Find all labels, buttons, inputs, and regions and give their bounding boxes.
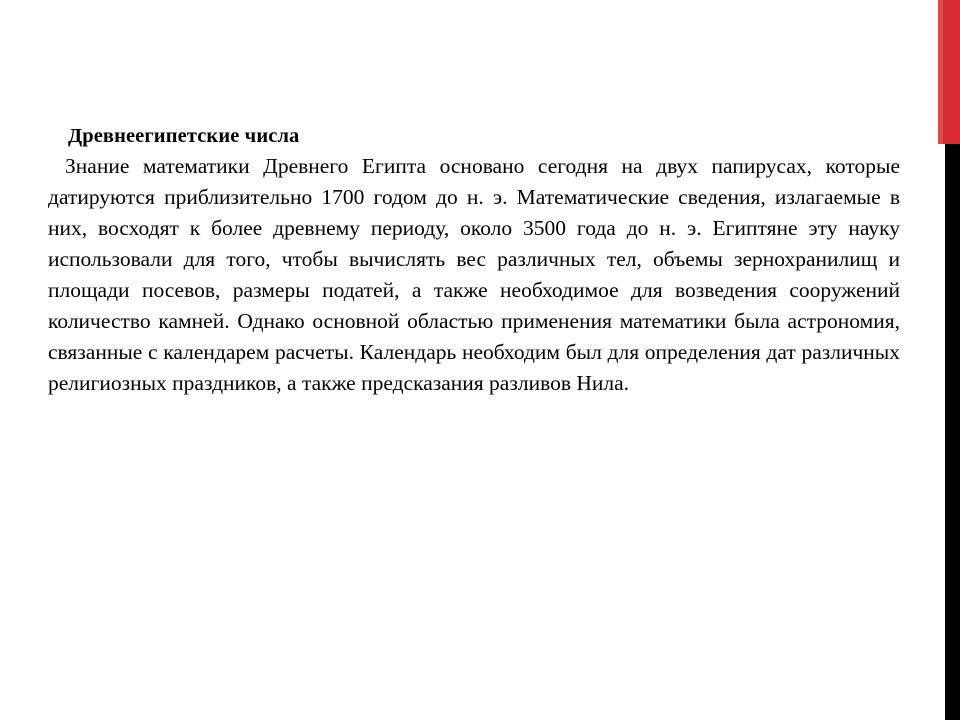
accent-red-block — [943, 0, 960, 144]
slide-body-paragraph: Знание математики Древнего Египта основано сегодня на двух папирусах, которые датируются приблизительно 1700 годом до н. э. Математические сведения, излагаемые в них, восходят к более древнему периоду, около 3500 года до н. э. Египтяне эту науку использовали для того, чтобы вычислять вес различных тел, объемы зернохранилищ и площади посевов, размеры податей, а также необходимое для возведения сооружений количество камней. Однако основной областью применения математики была астрономия, связанные с календарем расчеты. Календарь необходим был для определения дат различных религиозных праздников, а также предсказания разливов Нила. — [48, 154, 900, 395]
right-edge-decoration-bar — [938, 0, 960, 720]
accent-black-block — [945, 144, 960, 720]
slide-content — [48, 122, 900, 399]
slide-heading: Древнеегипетские числа — [68, 125, 300, 147]
